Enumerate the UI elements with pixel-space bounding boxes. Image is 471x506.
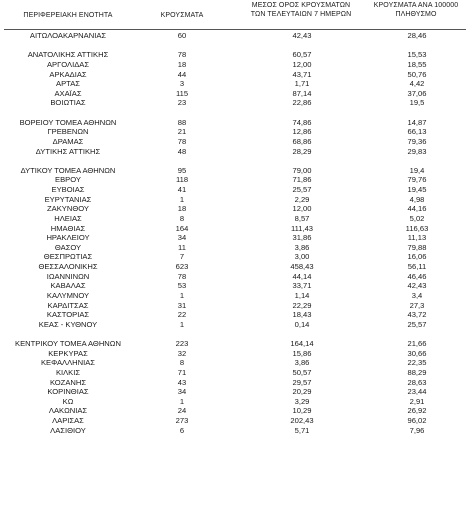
cases-cell: 1	[179, 396, 185, 406]
region-cell: ΚΕΡΚΥΡΑΣ	[48, 348, 88, 358]
seven-day-average-cell: 22,29	[292, 300, 312, 310]
region-cell: ΘΕΣΠΡΩΤΙΑΣ	[43, 252, 93, 262]
seven-day-average-cell: 15,86	[292, 348, 312, 358]
cases-cell: 41	[177, 185, 187, 194]
per-100000-cell: 56,11	[407, 262, 427, 271]
per-100000-cell: 22,35	[407, 358, 427, 368]
seven-day-average-cell: 10,29	[292, 406, 312, 416]
seven-day-average-cell: 5,71	[294, 425, 310, 435]
cases-cell: 22	[177, 310, 187, 320]
per-100000-cell: 18,55	[407, 59, 427, 69]
region-cell: ΑΡΤΑΣ	[56, 79, 80, 89]
table-row	[0, 166, 471, 176]
seven-day-average-cell: 3,86	[294, 358, 310, 368]
seven-day-average-cell: 60,57	[292, 50, 312, 60]
cases-cell: 88	[177, 117, 187, 127]
region-cell: ΖΑΚΥΝΘΟΥ	[47, 204, 89, 214]
seven-day-average-cell: 3,86	[294, 242, 310, 252]
region-cell: ΛΑΡΙΣΑΣ	[52, 416, 84, 425]
cases-cell: 44	[177, 69, 187, 79]
region-cell: ΕΒΡΟΥ	[55, 175, 81, 185]
region-cell: ΒΟΡΕΙΟΥ ΤΟΜΕΑ ΑΘΗΝΩΝ	[19, 117, 117, 127]
table-row	[0, 50, 471, 60]
per-100000-cell: 27,3	[409, 300, 425, 310]
seven-day-average-cell: 12,86	[292, 127, 312, 137]
region-cell: ΑΧΑΪΑΣ	[54, 88, 82, 98]
table-row	[0, 137, 471, 147]
cases-cell: 21	[177, 127, 187, 137]
seven-day-average-cell: 3,00	[294, 252, 310, 262]
header-seven-day-average	[246, 2, 356, 19]
per-100000-cell: 15,53	[407, 50, 427, 60]
cases-cell: 95	[177, 165, 187, 175]
per-100000-cell: 42,43	[407, 281, 427, 291]
table-row	[0, 262, 471, 272]
seven-day-average-cell: 28,29	[292, 146, 312, 156]
group-spacer	[0, 108, 471, 118]
group-spacer	[0, 329, 471, 339]
table-row	[0, 243, 471, 253]
cases-cell: 23	[177, 98, 187, 108]
header-avg-line1: ΜΕΣΟΣ ΟΡΟΣ ΚΡΟΥΣΜΑΤΩΝ	[251, 2, 351, 9]
table-row	[0, 387, 471, 397]
header-per-line2: ΠΛΗΘΥΣΜΟ	[395, 10, 437, 18]
region-cell: ΑΙΤΩΛΟΑΚΑΡΝΑΝΙΑΣ	[29, 31, 107, 40]
table-row	[0, 79, 471, 89]
region-cell: ΒΟΙΩΤΙΑΣ	[50, 98, 86, 108]
per-100000-cell: 4,98	[409, 194, 425, 204]
per-100000-cell: 14,87	[407, 117, 427, 127]
table-row	[0, 349, 471, 359]
seven-day-average-cell: 87,14	[292, 88, 312, 98]
region-cell: ΙΩΑΝΝΙΝΩΝ	[46, 271, 90, 281]
seven-day-average-cell: 43,71	[292, 69, 312, 79]
cases-cell: 8	[179, 358, 185, 368]
table-header	[0, 0, 471, 30]
region-cell: ΚΕΑΣ - ΚΥΘΝΟΥ	[38, 319, 98, 329]
region-cell: ΕΥΡΥΤΑΝΙΑΣ	[44, 194, 92, 204]
region-cell: ΕΥΒΟΙΑΣ	[51, 185, 85, 194]
cases-cell: 48	[177, 146, 187, 156]
table-row	[0, 406, 471, 416]
group-spacer	[0, 156, 471, 166]
seven-day-average-cell: 8,57	[294, 213, 310, 223]
per-100000-cell: 25,57	[407, 319, 427, 329]
region-cell: ΚΕΝΤΡΙΚΟΥ ΤΟΜΕΑ ΑΘΗΝΩΝ	[15, 339, 121, 348]
per-100000-cell: 79,36	[407, 136, 427, 146]
per-100000-cell: 96,02	[407, 416, 427, 425]
table-row	[0, 175, 471, 185]
table-row	[0, 127, 471, 137]
seven-day-average-cell: 31,86	[292, 233, 312, 243]
per-100000-cell: 4,42	[409, 79, 425, 89]
per-100000-cell: 2,91	[409, 396, 425, 406]
per-100000-cell: 16,06	[407, 252, 427, 262]
cases-cell: 8	[179, 213, 185, 223]
per-100000-cell: 19,45	[407, 185, 427, 194]
per-100000-cell: 23,44	[407, 387, 427, 397]
region-cell: ΗΡΑΚΛΕΙΟΥ	[46, 233, 90, 243]
table-row	[0, 416, 471, 426]
cases-cell: 34	[177, 233, 187, 243]
table-row	[0, 233, 471, 243]
per-100000-cell: 11,13	[407, 233, 427, 243]
seven-day-average-cell: 33,71	[292, 281, 312, 291]
table-row	[0, 397, 471, 407]
cases-cell: 78	[177, 136, 187, 146]
cases-cell: 11	[178, 242, 186, 252]
seven-day-average-cell: 50,57	[292, 367, 312, 377]
table-row	[0, 185, 471, 195]
per-100000-cell: 116,63	[405, 223, 429, 233]
cases-cell: 71	[177, 367, 187, 377]
region-cell: ΘΑΣΟΥ	[54, 242, 82, 252]
region-cell: ΚΙΛΚΙΣ	[55, 367, 81, 377]
region-cell: ΔΡΑΜΑΣ	[52, 136, 84, 146]
region-cell: ΚΕΦΑΛΛΗΝΙΑΣ	[40, 358, 96, 368]
seven-day-average-cell: 3,29	[294, 396, 310, 406]
region-cell: ΚΟΡΙΝΘΙΑΣ	[47, 387, 89, 397]
seven-day-average-cell: 111,43	[290, 223, 314, 233]
table-row	[0, 224, 471, 234]
per-100000-cell: 30,66	[407, 348, 427, 358]
seven-day-average-cell: 202,43	[290, 416, 314, 425]
cases-cell: 53	[177, 281, 187, 291]
per-100000-cell: 37,06	[407, 88, 427, 98]
table-row	[0, 70, 471, 80]
cases-cell: 24	[177, 406, 187, 416]
seven-day-average-cell: 42,43	[292, 31, 312, 40]
table-row	[0, 310, 471, 320]
region-cell: ΔΥΤΙΚΟΥ ΤΟΜΕΑ ΑΘΗΝΩΝ	[20, 165, 116, 175]
seven-day-average-cell: 68,86	[292, 136, 312, 146]
table-row	[0, 368, 471, 378]
per-100000-cell: 28,63	[407, 377, 427, 387]
seven-day-average-cell: 71,86	[292, 175, 312, 185]
cases-cell: 32	[177, 348, 187, 358]
seven-day-average-cell: 25,57	[292, 185, 312, 194]
region-cell: ΑΡΓΟΛΙΔΑΣ	[46, 59, 90, 69]
seven-day-average-cell: 20,29	[292, 387, 312, 397]
cases-cell: 7	[179, 252, 185, 262]
region-cell: ΚΑΡΔΙΤΣΑΣ	[47, 300, 89, 310]
header-cases: ΚΡΟΥΣΜΑΤΑ	[160, 12, 204, 19]
cases-cell: 1	[179, 319, 185, 329]
per-100000-cell: 7,96	[409, 425, 425, 435]
per-100000-cell: 44,16	[407, 204, 427, 214]
seven-day-average-cell: 1,14	[294, 290, 310, 300]
header-avg-line2: ΤΩΝ ΤΕΛΕΥΤΑΙΩΝ 7 ΗΜΕΡΩΝ	[250, 10, 352, 18]
region-cell: ΘΕΣΣΑΛΟΝΙΚΗΣ	[38, 262, 98, 271]
per-100000-cell: 79,88	[407, 242, 427, 252]
seven-day-average-cell: 458,43	[290, 262, 314, 271]
table-row	[0, 214, 471, 224]
seven-day-average-cell: 29,57	[292, 377, 312, 387]
per-100000-cell: 43,72	[407, 310, 427, 320]
per-100000-cell: 19,5	[409, 98, 425, 108]
cases-cell: 78	[177, 50, 187, 60]
per-100000-cell: 28,46	[407, 31, 427, 40]
cases-cell: 31	[177, 300, 187, 310]
seven-day-average-cell: 22,86	[292, 98, 312, 108]
table-row	[0, 320, 471, 330]
seven-day-average-cell: 12,00	[292, 59, 312, 69]
table-row	[0, 339, 471, 349]
cases-cell: 623	[175, 262, 189, 271]
cases-cell: 164	[175, 223, 189, 233]
region-cell: ΚΑΒΑΛΑΣ	[50, 281, 86, 291]
per-100000-cell: 50,76	[407, 69, 427, 79]
per-100000-cell: 5,02	[409, 213, 425, 223]
table-row	[0, 98, 471, 108]
header-per-100000	[362, 2, 470, 19]
region-cell: ΚΟΖΑΝΗΣ	[49, 377, 87, 387]
cases-cell: 115	[175, 88, 189, 98]
table-row	[0, 281, 471, 291]
seven-day-average-cell: 12,00	[292, 204, 312, 214]
region-cell: ΗΛΕΙΑΣ	[54, 213, 82, 223]
cases-cell: 1	[179, 290, 185, 300]
seven-day-average-cell: 18,43	[292, 310, 312, 320]
seven-day-average-cell: 2,29	[294, 194, 310, 204]
table-row	[0, 147, 471, 157]
per-100000-cell: 3,4	[411, 290, 423, 300]
per-100000-cell: 88,29	[407, 367, 427, 377]
table-row	[0, 118, 471, 128]
table-row	[0, 426, 471, 436]
per-100000-cell: 19,4	[409, 165, 425, 175]
region-cell: ΔΥΤΙΚΗΣ ΑΤΤΙΚΗΣ	[35, 146, 101, 156]
region-cell: ΚΩ	[62, 396, 74, 406]
per-100000-cell: 66,13	[407, 127, 427, 137]
region-cell: ΓΡΕΒΕΝΩΝ	[47, 127, 89, 137]
seven-day-average-cell: 164,14	[290, 339, 314, 348]
cases-cell: 34	[177, 387, 187, 397]
table-row	[0, 204, 471, 214]
cases-cell: 223	[175, 339, 189, 348]
seven-day-average-cell: 44,14	[292, 271, 312, 281]
per-100000-cell: 29,83	[407, 146, 427, 156]
table-body	[0, 31, 471, 435]
cases-cell: 118	[175, 175, 189, 185]
table-row	[0, 272, 471, 282]
per-100000-cell: 21,66	[407, 339, 427, 348]
region-cell: ΚΑΣΤΟΡΙΑΣ	[46, 310, 90, 320]
region-cell: ΚΑΛΥΜΝΟΥ	[46, 290, 90, 300]
region-cell: ΛΑΣΙΘΙΟΥ	[50, 425, 86, 435]
region-cell: ΗΜΑΘΙΑΣ	[50, 223, 86, 233]
cases-cell: 43	[177, 377, 187, 387]
cases-cell: 1	[179, 194, 185, 204]
table-row	[0, 291, 471, 301]
table-row	[0, 60, 471, 70]
cases-cell: 18	[177, 204, 187, 214]
header-divider	[4, 29, 466, 30]
table-row	[0, 89, 471, 99]
cases-cell: 78	[177, 271, 187, 281]
table-row	[0, 31, 471, 41]
cases-cell: 60	[177, 31, 187, 40]
header-region: ΠΕΡΙΦΕΡΕΙΑΚΗ ΕΝΟΤΗΤΑ	[23, 12, 113, 19]
cases-cell: 3	[179, 79, 185, 89]
table-row	[0, 378, 471, 388]
group-spacer	[0, 41, 471, 51]
region-cell: ΛΑΚΩΝΙΑΣ	[48, 406, 88, 416]
seven-day-average-cell: 1,71	[294, 79, 310, 89]
per-100000-cell: 79,76	[407, 175, 427, 185]
seven-day-average-cell: 0,14	[294, 319, 310, 329]
cases-cell: 6	[179, 425, 185, 435]
per-100000-cell: 46,46	[407, 271, 427, 281]
table-row	[0, 252, 471, 262]
cases-cell: 18	[177, 59, 187, 69]
table-row	[0, 301, 471, 311]
seven-day-average-cell: 74,86	[292, 117, 312, 127]
region-cell: ΑΡΚΑΔΙΑΣ	[49, 69, 87, 79]
table-row	[0, 195, 471, 205]
header-per-line1: ΚΡΟΥΣΜΑΤΑ ΑΝΑ 100000	[373, 2, 459, 9]
table-row	[0, 358, 471, 368]
per-100000-cell: 26,92	[407, 406, 427, 416]
seven-day-average-cell: 79,00	[292, 165, 312, 175]
cases-cell: 273	[175, 416, 189, 425]
region-cell: ΑΝΑΤΟΛΙΚΗΣ ΑΤΤΙΚΗΣ	[27, 50, 109, 60]
